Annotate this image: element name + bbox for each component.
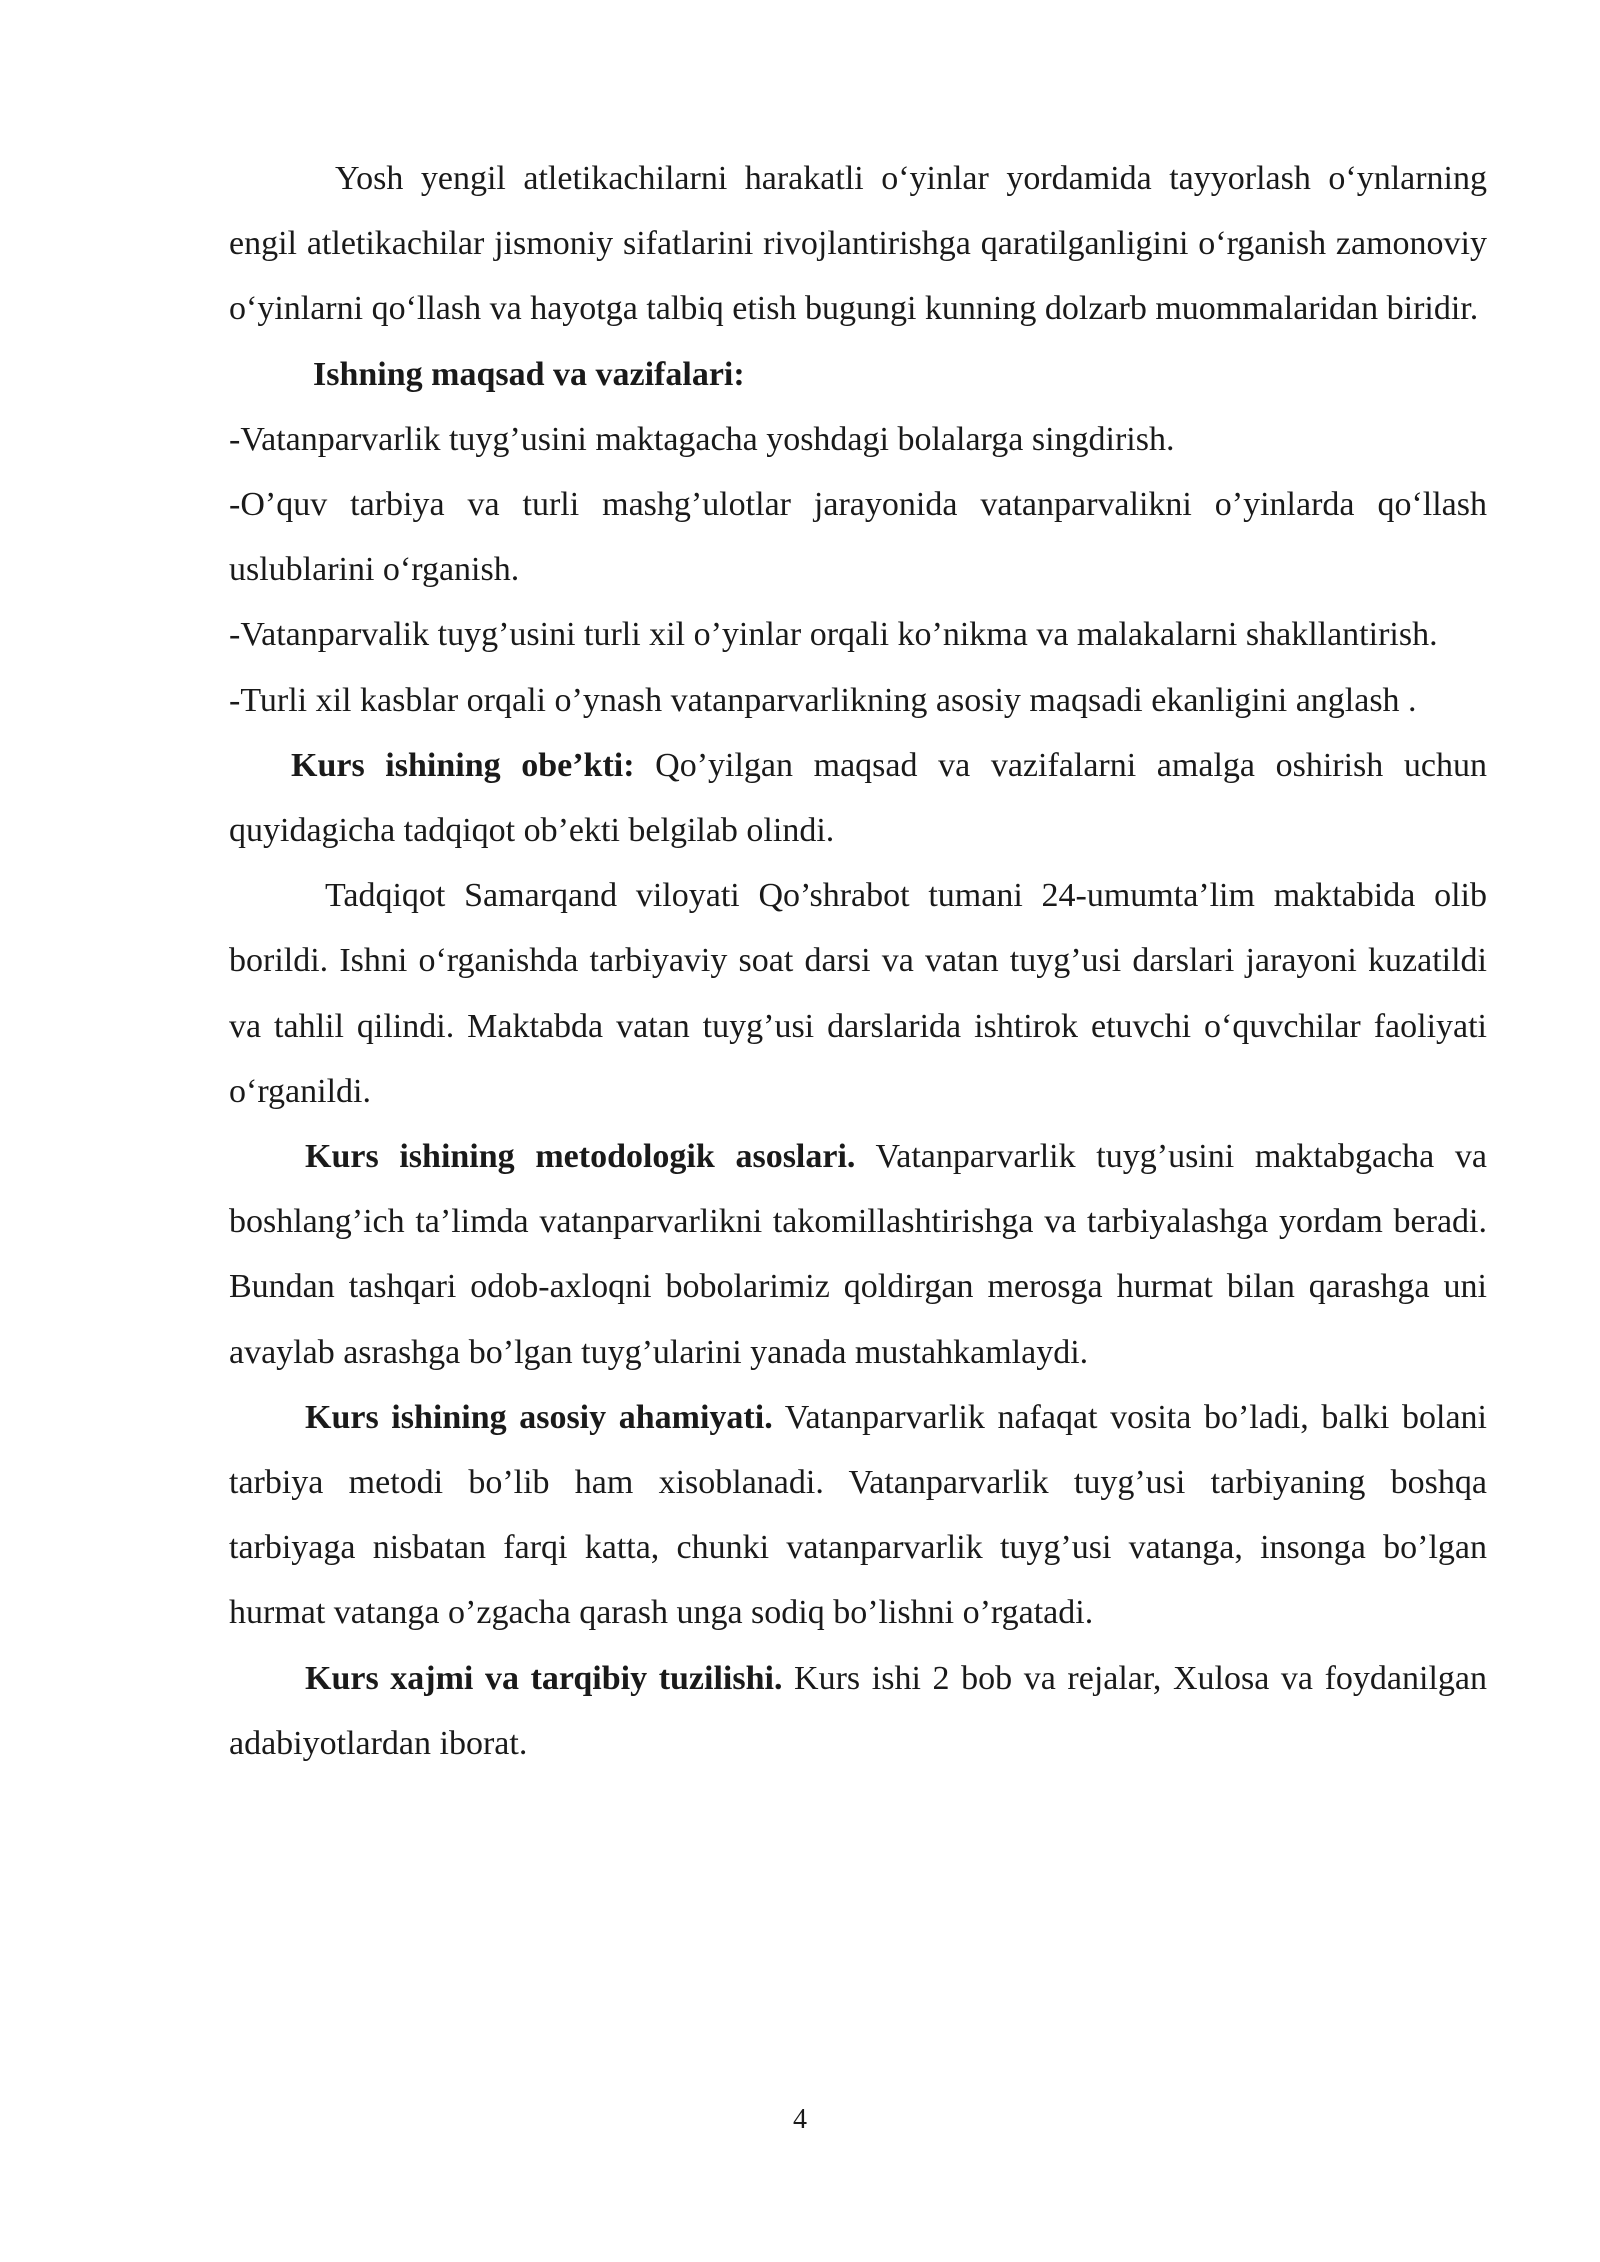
importance-text: Vatanparvarlik nafaqat vosita bo’ladi, balki bolani tarbiya metodi bo’lib ham xisoblanadi. Vatanparvarlik tuyg’usi tarbiyaning boshqa tarbiyaga nisbatan farqi katta, chunki vatanparvarlik tuyg’usi vatanga, insonga bo’lgan hurmat vatanga o’zgacha qarash unga sodiq bo’lishni o’rgatadi. xyxy=(229,1398,1487,1632)
intro-paragraph: Yosh yengil atletikachilarni harakatli o‘yinlar yordamida tayyorlash o‘ynlarning engil atletikachilar jismoniy sifatlarini rivojlantirishga qaratilganligini o‘rganish zamonoviy o‘yinlarni qo‘llash va hayotga talbiq etish bugungi kunning dolzarb muommalaridan biridir. xyxy=(229,160,1487,328)
methodology-text: Vatanparvarlik tuyg’usini maktabgacha va boshlang’ich ta’limda vatanparvarlikni takomillashtirishga va tarbiyalashga yordam beradi. Bundan tashqari odob-axloqni bobolarimiz qoldirgan merosga hurmat bilan qarashga uni avaylab asrashga bo’lgan tuyg’ularini yanada mustahkamlaydi. xyxy=(229,1138,1487,1371)
object-text: Qo’yilgan maqsad va vazifalarni amalga oshirish uchun quyidagicha tadqiqot ob’ekti belgilab olindi. xyxy=(229,746,1487,850)
importance-paragraph xyxy=(229,1385,1487,1646)
goals-heading: Ishning maqsad va vazifalari: xyxy=(313,355,745,393)
methodology-label: Kurs ishining metodologik asoslari. xyxy=(305,1138,856,1176)
goal-item-2: -O’quv tarbiya va turli mashg’ulotlar jarayonida vatanparvalikni o’yinlarda qo‘llash uslublarini o‘rganish. xyxy=(229,486,1487,589)
importance-label: Kurs ishining asosiy ahamiyati. xyxy=(305,1398,773,1436)
methodology-paragraph xyxy=(229,1124,1487,1385)
goal-item-3: -Vatanparvalik tuyg’usini turli xil o’yinlar orqali ko’nikma va malakalarni shakllantirish. xyxy=(229,616,1438,654)
page-body xyxy=(229,146,1487,1776)
object-paragraph xyxy=(229,733,1487,863)
goal-item-4: -Turli xil kasblar orqali o’ynash vatanparvarlikning asosiy maqsadi ekanligini anglash . xyxy=(229,681,1417,719)
structure-paragraph xyxy=(229,1646,1487,1776)
goal-item-1: -Vatanparvarlik tuyg’usini maktagacha yoshdagi bolalarga singdirish. xyxy=(229,420,1175,458)
structure-label: Kurs xajmi va tarqibiy tuzilishi. xyxy=(305,1659,783,1697)
structure-text: Kurs ishi 2 bob va rejalar, Xulosa va foydanilgan adabiyotlardan iborat. xyxy=(229,1659,1487,1762)
research-paragraph: Tadqiqot Samarqand viloyati Qo’shrabot tumani 24-umumta’lim maktabida olib borildi. Ishni o‘rganishda tarbiyaviy soat darsi va vatan tuyg’usi darslari jarayoni kuzatildi va tahlil qilindi. Maktabda vatan tuyg’usi darslarida ishtirok etuvchi o‘quvchilar faoliyati o‘rganildi. xyxy=(229,877,1487,1110)
object-label: Kurs ishining obe’kti: xyxy=(291,746,635,784)
page-number: 4 xyxy=(793,2104,807,2135)
